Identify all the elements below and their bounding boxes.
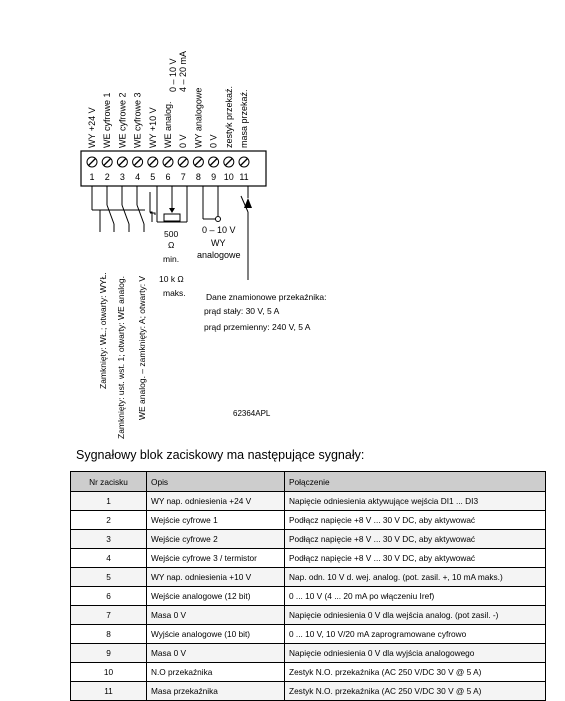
resistor-arrow bbox=[169, 208, 175, 213]
output-range: 0 – 10 V bbox=[202, 225, 236, 235]
analog-range-1: 0 – 10 V bbox=[168, 58, 178, 92]
table-row bbox=[71, 606, 546, 625]
table-row bbox=[71, 530, 546, 549]
diagram-code: 62364APL bbox=[233, 409, 271, 418]
cell-opis: Wejście analogowe (12 bit) bbox=[147, 587, 285, 606]
section-heading: Sygnałowy blok zaciskowy ma następujące sygnały: bbox=[76, 448, 365, 462]
cell-polaczenie: Nap. odn. 10 V d. wej. analog. (pot. zasil. +, 10 mA maks.) bbox=[285, 568, 546, 587]
table-header bbox=[71, 472, 546, 492]
resistor-ohm: Ω bbox=[168, 240, 175, 250]
table-row bbox=[71, 568, 546, 587]
cell-opis: Wejście cyfrowe 2 bbox=[147, 530, 285, 549]
table-header-row bbox=[71, 472, 546, 492]
signal-table bbox=[70, 471, 546, 701]
relay-dc: prąd stały: 30 V, 5 A bbox=[204, 306, 280, 316]
terminal-label: WE cyfrowe 3 bbox=[132, 92, 143, 148]
terminal-label: WY +24 V bbox=[87, 107, 97, 148]
output-terminal bbox=[216, 217, 221, 222]
header-nr: Nr zacisku bbox=[71, 472, 147, 492]
cell-polaczenie: Napięcie odniesienia 0 V dla wejścia analog. (pot zasil. -) bbox=[285, 606, 546, 625]
cell-nr: 5 bbox=[71, 568, 147, 587]
terminal-label: 0 V bbox=[178, 134, 189, 148]
switch-label-2: Zamknięty: ust. wst. 1; otwarty: WE analog. bbox=[116, 276, 126, 439]
terminal-number: 7 bbox=[180, 172, 186, 182]
terminal-labels bbox=[87, 86, 249, 148]
table-row bbox=[71, 644, 546, 663]
resistor-min: min. bbox=[163, 254, 180, 264]
analog-range-2: 4 – 20 mA bbox=[178, 50, 188, 92]
table-row bbox=[71, 663, 546, 682]
terminal-number: 9 bbox=[211, 172, 217, 182]
terminal-number: 2 bbox=[104, 172, 110, 182]
cell-opis: Masa przekaźnika bbox=[147, 682, 285, 701]
resistor bbox=[164, 214, 180, 221]
terminal-number: 10 bbox=[223, 172, 234, 182]
terminal-label: WE cyfrowe 2 bbox=[117, 92, 128, 148]
cell-nr: 10 bbox=[71, 663, 147, 682]
cell-opis: Wyjście analogowe (10 bit) bbox=[147, 625, 285, 644]
resistor-value: 500 bbox=[164, 229, 179, 239]
switch-label-1: Zamknięty: WŁ.; otwarty: WYŁ. bbox=[98, 272, 108, 389]
cell-nr: 7 bbox=[71, 606, 147, 625]
cell-opis: Wejście cyfrowe 3 / termistor bbox=[147, 549, 285, 568]
table-row bbox=[71, 549, 546, 568]
terminal-label: zestyk przekaź. bbox=[223, 85, 234, 148]
terminal-label: WY +10 V bbox=[147, 107, 158, 148]
header-opis: Opis bbox=[147, 472, 285, 492]
terminal-number: 4 bbox=[135, 172, 141, 182]
relay-title: Dane znamionowe przekaźnika: bbox=[206, 292, 327, 302]
cell-opis: Masa 0 V bbox=[147, 606, 285, 625]
terminal-label: 0 V bbox=[208, 134, 219, 148]
cell-nr: 8 bbox=[71, 625, 147, 644]
cell-nr: 11 bbox=[71, 682, 147, 701]
terminal-label: masa przekaź. bbox=[239, 89, 249, 148]
cell-polaczenie: Podłącz napięcie +8 V ... 30 V DC, aby aktywować bbox=[285, 530, 546, 549]
terminal-label: WE cyfrowe 1 bbox=[102, 92, 113, 148]
cell-nr: 9 bbox=[71, 644, 147, 663]
terminal-screws bbox=[87, 157, 249, 167]
cell-nr: 1 bbox=[71, 492, 147, 511]
terminal-number: 5 bbox=[150, 172, 156, 182]
terminal-number: 6 bbox=[165, 172, 171, 182]
terminal-number: 1 bbox=[89, 172, 95, 182]
relay-ac: prąd przemienny: 240 V, 5 A bbox=[204, 322, 311, 332]
cell-nr: 4 bbox=[71, 549, 147, 568]
cell-polaczenie: Podłącz napięcie +8 V ... 30 V DC, aby aktywować bbox=[285, 511, 546, 530]
terminal-label: WE analog. bbox=[163, 101, 173, 148]
relay-arrow bbox=[244, 198, 252, 208]
table-row bbox=[71, 587, 546, 606]
terminal-number: 11 bbox=[239, 172, 249, 182]
cell-opis: Wejście cyfrowe 1 bbox=[147, 511, 285, 530]
resistor-maks: maks. bbox=[163, 288, 186, 298]
cell-nr: 2 bbox=[71, 511, 147, 530]
table-row bbox=[71, 625, 546, 644]
header-polaczenie: Połączenie bbox=[285, 472, 546, 492]
cell-polaczenie: Zestyk N.O. przekaźnika (AC 250 V/DC 30 V @ 5 A) bbox=[285, 682, 546, 701]
terminal-number: 8 bbox=[195, 172, 201, 182]
cell-opis: WY nap. odniesienia +24 V bbox=[147, 492, 285, 511]
cell-polaczenie: Podłącz napięcie +8 V ... 30 V DC, aby aktywować bbox=[285, 549, 546, 568]
table-row bbox=[71, 682, 546, 701]
output-analog: analogowe bbox=[197, 250, 241, 260]
cell-opis: WY nap. odniesienia +10 V bbox=[147, 568, 285, 587]
cell-opis: N.O przekaźnika bbox=[147, 663, 285, 682]
cell-nr: 6 bbox=[71, 587, 147, 606]
table-row bbox=[71, 511, 546, 530]
cell-polaczenie: 0 ... 10 V, 10 V/20 mA zaprogramowane cyfrowo bbox=[285, 625, 546, 644]
table-row bbox=[71, 492, 546, 511]
switch-label-3: WE analog. – zamknięty: A; otwarty: V bbox=[137, 275, 147, 420]
table-body bbox=[71, 492, 546, 701]
terminal-label: WY analogowe bbox=[193, 87, 204, 148]
resistor-k-value: 10 k Ω bbox=[159, 274, 184, 284]
cell-polaczenie: Zestyk N.O. przekaźnika (AC 250 V/DC 30 V @ 5 A) bbox=[285, 663, 546, 682]
cell-nr: 3 bbox=[71, 530, 147, 549]
terminal-number: 3 bbox=[119, 172, 125, 182]
cell-opis: Masa 0 V bbox=[147, 644, 285, 663]
cell-polaczenie: Napięcie odniesienia aktywujące wejścia DI1 ... DI3 bbox=[285, 492, 546, 511]
cell-polaczenie: Napięcie odniesienia 0 V dla wyjścia analogowego bbox=[285, 644, 546, 663]
output-wy: WY bbox=[211, 238, 226, 248]
cell-polaczenie: 0 ... 10 V (4 ... 20 mA po włączeniu Iref) bbox=[285, 587, 546, 606]
